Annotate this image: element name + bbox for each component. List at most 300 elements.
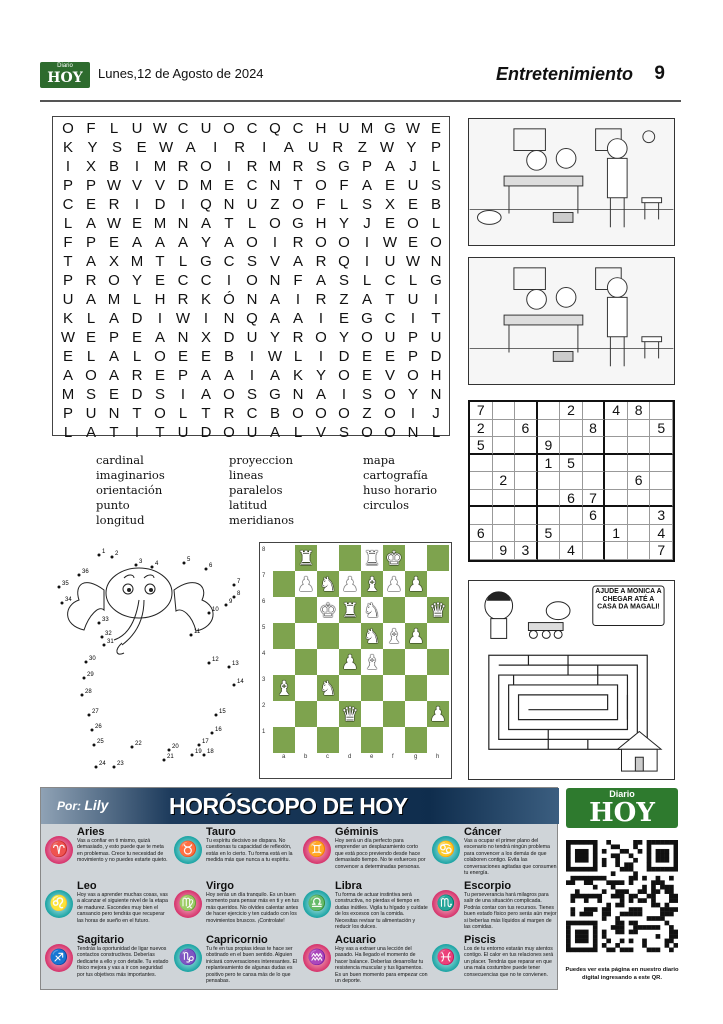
wordsearch-letter: Y — [338, 329, 349, 346]
wordsearch-letter: G — [338, 158, 350, 175]
dot-point[interactable] — [163, 759, 166, 762]
qr-module — [629, 921, 634, 926]
word-item: imaginarios — [96, 468, 165, 482]
sudoku-cell[interactable] — [628, 542, 651, 560]
dot-point[interactable] — [191, 754, 194, 757]
wordsearch-letter: L — [247, 215, 257, 232]
qr-module — [570, 880, 575, 885]
qr-module — [615, 889, 620, 894]
sudoku-cell[interactable] — [493, 402, 516, 420]
dot-point[interactable] — [98, 622, 101, 625]
dot-point[interactable] — [95, 766, 98, 769]
wordsearch-letter: G — [361, 310, 373, 327]
dot-point[interactable] — [190, 634, 193, 637]
sudoku-cell[interactable]: 6 — [583, 507, 606, 525]
sudoku-cell[interactable] — [515, 490, 538, 508]
qr-module — [633, 907, 638, 912]
wordsearch-letter: Q — [246, 310, 258, 327]
chess-square[interactable] — [405, 701, 427, 727]
sudoku-cell[interactable]: 4 — [650, 525, 673, 543]
wordsearch-letter: P — [62, 405, 73, 422]
dot-point[interactable] — [233, 684, 236, 687]
wordsearch-letter: P — [430, 139, 441, 156]
dot-point[interactable] — [168, 749, 171, 752]
wordsearch-letter: S — [338, 272, 349, 289]
dot-number: 25 — [97, 739, 104, 745]
qr-module — [620, 894, 625, 899]
dot-point[interactable] — [208, 612, 211, 615]
chess-square[interactable] — [361, 675, 383, 701]
wordsearch-letter: R — [246, 158, 258, 175]
dot-point[interactable] — [203, 754, 206, 757]
sudoku-cell[interactable]: 4 — [560, 542, 583, 560]
sudoku-cell[interactable] — [560, 525, 583, 543]
wordsearch-letter: U — [307, 139, 319, 156]
sudoku-cell[interactable] — [605, 542, 628, 560]
qr-module — [656, 948, 661, 953]
sudoku-cell[interactable] — [470, 472, 493, 490]
dot-number: 9 — [229, 599, 233, 605]
chess-square[interactable] — [317, 649, 339, 675]
sudoku-cell[interactable] — [515, 507, 538, 525]
dot-point[interactable] — [103, 644, 106, 647]
wordsearch-letter: E — [361, 367, 372, 384]
chess-piece[interactable]: ♝ — [385, 624, 403, 648]
chess-square[interactable] — [317, 701, 339, 727]
chess-square[interactable] — [273, 597, 295, 623]
sudoku-cell[interactable]: 3 — [515, 542, 538, 560]
chess-square[interactable] — [273, 701, 295, 727]
dot-number: 16 — [215, 727, 222, 733]
wordsearch-letter: K — [200, 291, 211, 308]
wordsearch-letter: C — [223, 253, 235, 270]
qr-module — [602, 876, 607, 881]
wordsearch-letter: R — [234, 139, 246, 156]
qr-module — [611, 844, 616, 849]
sudoku-cell[interactable] — [605, 420, 628, 438]
chess-square[interactable] — [317, 727, 339, 753]
sudoku-cell[interactable] — [650, 472, 673, 490]
qr-module — [579, 894, 584, 899]
qr-code[interactable] — [566, 840, 678, 964]
sudoku-cell[interactable] — [560, 420, 583, 438]
chess-piece[interactable]: ♟ — [407, 624, 425, 648]
dot-point[interactable] — [78, 574, 81, 577]
horoscope-sign-acuario — [301, 934, 430, 988]
dot-number: 7 — [237, 579, 241, 585]
sudoku-cell[interactable] — [560, 507, 583, 525]
sudoku-cell[interactable]: 5 — [538, 525, 561, 543]
wordsearch-letter: S — [338, 424, 349, 441]
qr-module — [575, 849, 580, 854]
sudoku-cell[interactable]: 5 — [470, 437, 493, 455]
chess-piece[interactable]: ♟ — [429, 702, 447, 726]
sudoku-cell[interactable] — [628, 507, 651, 525]
chess-piece[interactable]: ♞ — [363, 624, 381, 648]
sign-name: Acuario — [335, 934, 376, 946]
chess-piece[interactable]: ♞ — [363, 598, 381, 622]
qr-module — [575, 934, 580, 939]
sudoku-cell[interactable] — [470, 490, 493, 508]
chess-piece[interactable]: ♝ — [275, 676, 293, 700]
sudoku-cell[interactable] — [470, 542, 493, 560]
wordsearch-letter: C — [246, 177, 258, 194]
qr-module — [566, 867, 571, 872]
qr-module — [584, 867, 589, 872]
sudoku-cell[interactable]: 4 — [605, 402, 628, 420]
qr-module — [615, 862, 620, 867]
chess-square[interactable] — [295, 701, 317, 727]
dot-point[interactable] — [205, 568, 208, 571]
sudoku-cell[interactable] — [493, 455, 516, 473]
wordsearch-letter: L — [431, 424, 441, 441]
chess-piece[interactable]: ♟ — [341, 650, 359, 674]
chess-square[interactable] — [405, 727, 427, 753]
byline-prefix: Por: — [57, 799, 81, 813]
chess-square[interactable] — [405, 597, 427, 623]
wordsearch-letter: I — [364, 234, 370, 251]
wordsearch-letter: L — [293, 348, 303, 365]
dot-point[interactable] — [113, 766, 116, 769]
qr-module — [647, 858, 652, 863]
wordsearch-letter: O — [85, 367, 97, 384]
chess-square[interactable] — [273, 727, 295, 753]
chess-square[interactable] — [273, 649, 295, 675]
wordsearch-letter: R — [292, 329, 304, 346]
sudoku-cell[interactable] — [538, 507, 561, 525]
sudoku-cell[interactable] — [628, 490, 651, 508]
dot-point[interactable] — [211, 732, 214, 735]
wordsearch-row — [58, 158, 446, 177]
sudoku-cell[interactable] — [515, 402, 538, 420]
sudoku-cell[interactable] — [515, 455, 538, 473]
sudoku-cell[interactable]: 5 — [560, 455, 583, 473]
dot-point[interactable] — [83, 677, 86, 680]
dot-point[interactable] — [198, 744, 201, 747]
sudoku-cell[interactable] — [493, 507, 516, 525]
sudoku-cell[interactable] — [515, 437, 538, 455]
chess-piece[interactable]: ♜ — [341, 598, 359, 622]
dot-point[interactable] — [88, 714, 91, 717]
dot-number: 4 — [155, 561, 159, 567]
dot-number: 6 — [209, 563, 213, 569]
chess-square[interactable] — [427, 571, 449, 597]
qr-module — [642, 885, 647, 890]
wordsearch-letter: E — [223, 177, 234, 194]
dot-point[interactable] — [183, 562, 186, 565]
horoscope-banner — [41, 788, 559, 824]
sudoku-cell[interactable] — [560, 437, 583, 455]
chess-piece[interactable]: ♜ — [297, 546, 315, 570]
dot-point[interactable] — [233, 596, 236, 599]
dot-number: 3 — [139, 559, 143, 565]
chess-piece[interactable]: ♟ — [407, 572, 425, 596]
sudoku-cell[interactable]: 6 — [515, 420, 538, 438]
chess-square[interactable] — [273, 545, 295, 571]
qr-module — [647, 862, 652, 867]
qr-module — [656, 916, 661, 921]
wordsearch-letter: F — [339, 177, 349, 194]
dot-point[interactable] — [215, 714, 218, 717]
qr-module — [593, 907, 598, 912]
dot-point[interactable] — [85, 661, 88, 664]
dot-to-dot-puzzle — [44, 545, 254, 780]
dot-point[interactable] — [208, 662, 211, 665]
wordsearch-letter: S — [246, 253, 257, 270]
wordsearch-letter: N — [108, 405, 120, 422]
sudoku-cell[interactable] — [515, 472, 538, 490]
sudoku-cell[interactable] — [470, 507, 493, 525]
dot-point[interactable] — [58, 586, 61, 589]
sudoku-cell[interactable] — [493, 490, 516, 508]
qr-module — [566, 853, 571, 858]
sudoku-cell[interactable]: 7 — [650, 542, 673, 560]
sudoku-cell[interactable] — [493, 420, 516, 438]
wordsearch-letter: J — [363, 215, 371, 232]
sudoku-cell[interactable] — [583, 437, 606, 455]
word-item: proyeccion — [229, 453, 293, 467]
chess-square[interactable] — [295, 727, 317, 753]
sudoku-cell[interactable] — [650, 402, 673, 420]
wordsearch-letter: Y — [338, 215, 349, 232]
chess-piece[interactable]: ♟ — [297, 572, 315, 596]
sudoku-cell[interactable]: 3 — [650, 507, 673, 525]
sudoku-cell[interactable] — [605, 437, 628, 455]
qr-module — [665, 903, 670, 908]
wordsearch-letter: E — [338, 310, 349, 327]
sudoku-cell[interactable]: 6 — [628, 472, 651, 490]
chess-piece[interactable]: ♝ — [363, 650, 381, 674]
dot-point[interactable] — [98, 554, 101, 557]
sudoku-cell[interactable]: 2 — [470, 420, 493, 438]
wordsearch-letter: E — [407, 234, 418, 251]
sudoku-cell[interactable]: 1 — [605, 525, 628, 543]
sudoku-cell[interactable] — [583, 472, 606, 490]
qr-module — [597, 894, 602, 899]
chess-square[interactable] — [339, 545, 361, 571]
horoscope-sign-capricornio — [172, 934, 301, 988]
sudoku-cell[interactable]: 8 — [628, 402, 651, 420]
section-title: Entretenimiento — [495, 64, 633, 84]
sudoku-cell[interactable] — [538, 542, 561, 560]
dot-point[interactable] — [135, 564, 138, 567]
sudoku-cell[interactable] — [650, 490, 673, 508]
sudoku-cell[interactable] — [628, 420, 651, 438]
sudoku-cell[interactable] — [628, 525, 651, 543]
sudoku-cell[interactable]: 7 — [470, 402, 493, 420]
sudoku-cell[interactable] — [650, 455, 673, 473]
qr-module — [602, 930, 607, 935]
wordsearch-letter: S — [315, 158, 326, 175]
wordsearch-letter: W — [405, 120, 421, 137]
sudoku-cell[interactable] — [538, 490, 561, 508]
qr-module — [570, 840, 575, 845]
chess-square[interactable] — [273, 571, 295, 597]
sudoku-cell[interactable] — [605, 507, 628, 525]
dot-point[interactable] — [101, 636, 104, 639]
sudoku-cell[interactable]: 2 — [493, 472, 516, 490]
chess-square[interactable] — [295, 597, 317, 623]
chess-piece[interactable]: ♜ — [363, 546, 381, 570]
dot-point[interactable] — [225, 604, 228, 607]
wordsearch-letter: V — [269, 253, 280, 270]
sudoku-cell[interactable] — [628, 455, 651, 473]
qr-module — [579, 858, 584, 863]
chess-piece[interactable]: ♞ — [319, 572, 337, 596]
wordsearch-letter: K — [292, 367, 303, 384]
dot-point[interactable] — [91, 729, 94, 732]
chess-square[interactable] — [427, 675, 449, 701]
chess-square[interactable] — [405, 675, 427, 701]
wordsearch-letter: B — [269, 405, 280, 422]
chess-square[interactable] — [339, 727, 361, 753]
chess-piece[interactable]: ♝ — [363, 572, 381, 596]
qr-module — [593, 876, 598, 881]
sudoku-cell[interactable]: 6 — [470, 525, 493, 543]
sudoku-cell[interactable] — [605, 472, 628, 490]
chess-piece[interactable]: ♟ — [341, 572, 359, 596]
wordsearch-letter: I — [180, 386, 186, 403]
zodiac-géminis-icon: ♊ — [303, 836, 331, 864]
sudoku-cell[interactable]: 8 — [583, 420, 606, 438]
dot-point[interactable] — [233, 584, 236, 587]
chess-square[interactable] — [295, 675, 317, 701]
qr-module — [611, 871, 616, 876]
sudoku-cell[interactable] — [583, 455, 606, 473]
qr-module — [615, 880, 620, 885]
sudoku-cell[interactable] — [470, 455, 493, 473]
chess-square[interactable] — [273, 623, 295, 649]
chess-piece[interactable]: ♚ — [319, 598, 337, 622]
chess-square[interactable] — [427, 623, 449, 649]
chess-square[interactable] — [317, 545, 339, 571]
horoscope-sign-aries — [43, 826, 172, 880]
dot-point[interactable] — [131, 746, 134, 749]
chess-piece[interactable]: ♞ — [319, 676, 337, 700]
sudoku-cell[interactable] — [538, 402, 561, 420]
chess-square[interactable] — [295, 649, 317, 675]
chess-square[interactable] — [383, 701, 405, 727]
chess-square[interactable] — [427, 727, 449, 753]
sudoku-cell[interactable] — [605, 490, 628, 508]
sudoku-cell[interactable]: 1 — [538, 455, 561, 473]
horoscope-section — [40, 787, 558, 990]
wordsearch-letter: N — [223, 196, 235, 213]
sudoku-cell[interactable]: 2 — [560, 402, 583, 420]
sudoku-cell[interactable] — [493, 525, 516, 543]
sudoku-cell[interactable] — [560, 472, 583, 490]
wordsearch-letter: P — [85, 234, 96, 251]
dot-point[interactable] — [151, 566, 154, 569]
chess-square[interactable] — [405, 545, 427, 571]
chess-square[interactable] — [427, 649, 449, 675]
wordsearch-letter: P — [361, 158, 372, 175]
wordsearch-letter: A — [269, 291, 280, 308]
wordsearch-letter: I — [318, 348, 324, 365]
chess-piece[interactable]: ♚ — [385, 546, 403, 570]
qr-module — [606, 903, 611, 908]
qr-module — [575, 867, 580, 872]
sudoku-cell[interactable] — [628, 437, 651, 455]
qr-module — [588, 912, 593, 917]
chess-square[interactable] — [383, 597, 405, 623]
sudoku-cell[interactable]: 9 — [493, 542, 516, 560]
qr-module — [593, 939, 598, 944]
sudoku-cell[interactable] — [493, 437, 516, 455]
sudoku-cell[interactable]: 9 — [538, 437, 561, 455]
wordsearch-letter: X — [384, 196, 395, 213]
sudoku-cell[interactable] — [538, 420, 561, 438]
chess-square[interactable] — [427, 545, 449, 571]
wordsearch-letter: D — [154, 196, 166, 213]
chess-piece[interactable]: ♛ — [341, 702, 359, 726]
chess-square[interactable] — [383, 649, 405, 675]
wordsearch-letter: D — [131, 310, 143, 327]
qr-module — [633, 912, 638, 917]
wordsearch-letter: K — [62, 310, 73, 327]
sudoku-cell[interactable] — [650, 437, 673, 455]
wordsearch-letter: T — [385, 291, 395, 308]
chess-piece[interactable]: ♟ — [385, 572, 403, 596]
dot-point[interactable] — [61, 602, 64, 605]
qr-module — [611, 925, 616, 930]
sign-name: Leo — [77, 880, 97, 892]
chess-square[interactable] — [383, 727, 405, 753]
wordsearch-letter: P — [85, 177, 96, 194]
chess-square[interactable] — [339, 675, 361, 701]
wordsearch-letter: M — [360, 120, 374, 137]
sign-name: Cáncer — [464, 826, 502, 838]
sudoku-cell[interactable] — [583, 402, 606, 420]
chess-square[interactable] — [339, 623, 361, 649]
dot-point[interactable] — [93, 744, 96, 747]
wordsearch-letter: N — [430, 386, 442, 403]
dot-point[interactable] — [111, 556, 114, 559]
qr-module — [633, 871, 638, 876]
sudoku-cell[interactable] — [538, 472, 561, 490]
qr-module — [665, 885, 670, 890]
sudoku-cell[interactable]: 6 — [560, 490, 583, 508]
qr-module — [615, 903, 620, 908]
qr-module — [579, 921, 584, 926]
dot-point[interactable] — [81, 694, 84, 697]
chess-square[interactable] — [317, 623, 339, 649]
chess-square[interactable] — [295, 623, 317, 649]
chess-piece[interactable]: ♛ — [429, 598, 447, 622]
dot-number: 28 — [85, 689, 92, 695]
wordsearch-letter: J — [432, 405, 440, 422]
chess-square[interactable] — [361, 727, 383, 753]
chess-square[interactable] — [383, 675, 405, 701]
sudoku-cell[interactable]: 5 — [650, 420, 673, 438]
sudoku-cell[interactable] — [583, 542, 606, 560]
qr-module — [656, 840, 661, 845]
wordsearch-letter: Y — [200, 234, 211, 251]
sudoku-cell[interactable]: 7 — [583, 490, 606, 508]
qr-module — [647, 844, 652, 849]
qr-module — [615, 844, 620, 849]
chess-square[interactable] — [405, 649, 427, 675]
sudoku-cell[interactable] — [605, 455, 628, 473]
wordsearch-letter: O — [361, 329, 373, 346]
sudoku-cell[interactable] — [583, 525, 606, 543]
chess-square[interactable] — [361, 701, 383, 727]
dot-point[interactable] — [228, 666, 231, 669]
qr-module — [579, 934, 584, 939]
sudoku-cell[interactable] — [515, 525, 538, 543]
wordsearch-letter: S — [112, 139, 123, 156]
wordsearch-row — [58, 386, 446, 405]
